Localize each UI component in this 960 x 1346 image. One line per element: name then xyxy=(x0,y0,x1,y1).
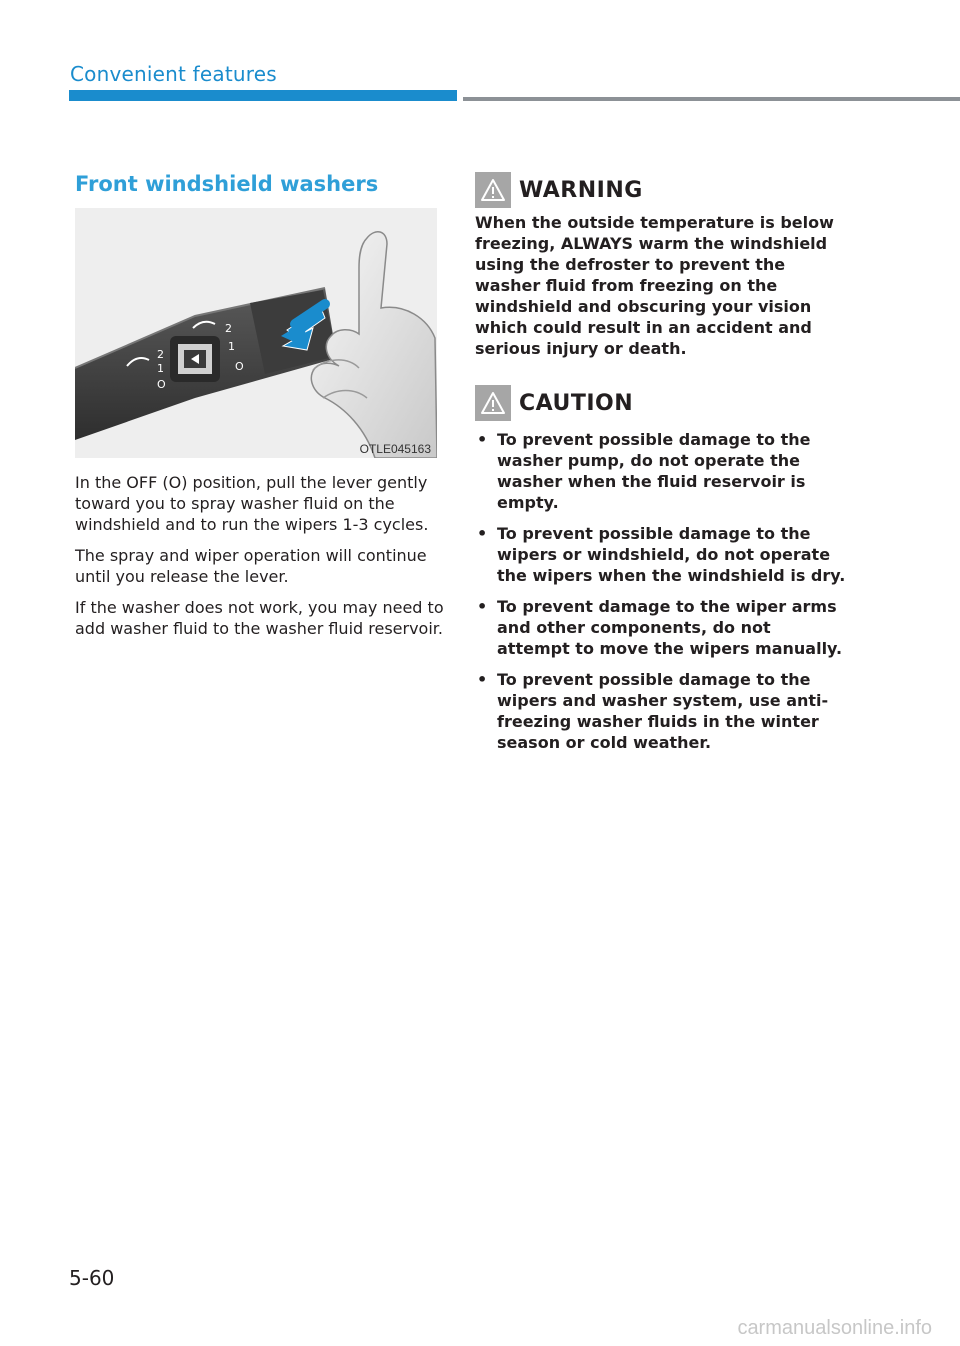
figure-code: OTLE045163 xyxy=(359,442,431,456)
figure-label-1b: 1 xyxy=(228,340,235,353)
figure-label-ob: O xyxy=(235,360,244,373)
warning-triangle-icon xyxy=(475,385,511,421)
caution-block xyxy=(475,383,847,753)
caution-item-text: To prevent possible damage to the wipers or windshield, do not operate the wipers when the windshield is dry. xyxy=(497,524,846,585)
caution-item xyxy=(475,669,847,753)
caution-item-text: To prevent possible damage to the wipers and washer system, use anti-freezing washer fluids in the winter season or cold weather. xyxy=(497,670,829,752)
watermark: carmanualsonline.info xyxy=(737,1317,932,1339)
bullet: • xyxy=(477,670,488,689)
wiper-lever-illustration xyxy=(75,208,437,458)
warning-block xyxy=(475,170,847,359)
header-rule xyxy=(463,97,960,101)
bullet: • xyxy=(477,597,488,616)
caution-header xyxy=(475,383,847,423)
warning-title: WARNING xyxy=(519,177,643,203)
warning-triangle-icon xyxy=(475,172,511,208)
caution-item xyxy=(475,596,847,659)
figure-label-2b: 2 xyxy=(225,322,232,335)
caution-item-text: To prevent possible damage to the washer pump, do not operate the washer when the fluid reservoir is empty. xyxy=(497,430,811,512)
page-number: 5-60 xyxy=(69,1266,115,1290)
bullet: • xyxy=(477,524,488,543)
warning-text: When the outside temperature is below freezing, ALWAYS warm the windshield using the defroster to prevent the washer fluid from freezing on the windshield and obscuring your vision which could result in an accident and serious injury or death. xyxy=(475,213,834,358)
hand-illustration xyxy=(311,232,437,458)
warning-header xyxy=(475,170,847,210)
body-text xyxy=(75,472,445,649)
caution-list xyxy=(475,429,847,753)
wiper-lever-figure xyxy=(75,208,437,458)
figure-label-2a: 2 xyxy=(157,348,164,361)
paragraph: In the OFF (O) position, pull the lever gently toward you to spray washer fluid on the windshield and to run the wipers 1-3 cycles. xyxy=(75,473,429,534)
caution-item xyxy=(475,523,847,586)
paragraph: If the washer does not work, you may need to add washer fluid to the washer fluid reservoir. xyxy=(75,598,444,638)
caution-item xyxy=(475,429,847,513)
figure-label-oa: O xyxy=(157,378,166,391)
figure-label-1a: 1 xyxy=(157,362,164,375)
header-rule-accent xyxy=(69,90,457,101)
right-column xyxy=(475,170,847,763)
caution-item-text: To prevent damage to the wiper arms and other components, do not attempt to move the wipers manually. xyxy=(497,597,843,658)
paragraph: The spray and wiper operation will continue until you release the lever. xyxy=(75,546,427,586)
section-title: Front windshield washers xyxy=(75,172,379,196)
section-header: Convenient features xyxy=(70,62,277,86)
caution-title: CAUTION xyxy=(519,390,634,416)
bullet: • xyxy=(477,430,488,449)
